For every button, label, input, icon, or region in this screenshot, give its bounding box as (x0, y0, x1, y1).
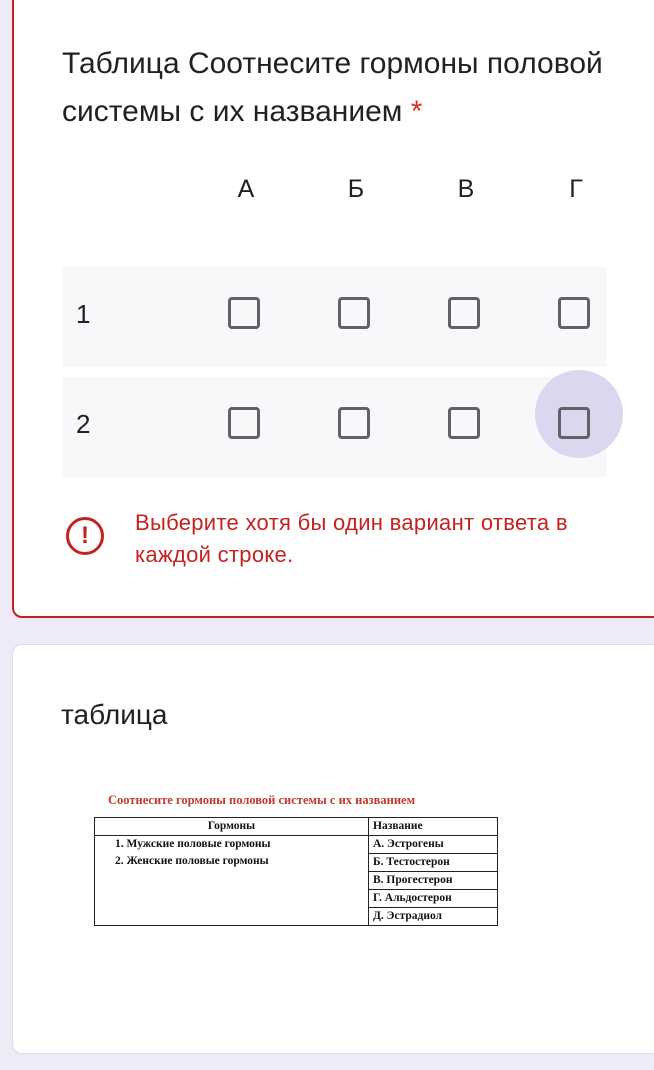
doc-left-cell (95, 836, 369, 926)
checkbox-row1-v[interactable] (448, 297, 480, 329)
doc-left-item: 2. Женские половые гормоны (115, 855, 269, 867)
grid-row-1 (62, 267, 607, 367)
question-title (62, 40, 622, 136)
doc-col-name: Название (369, 818, 498, 836)
row-label-1: 1 (76, 299, 91, 329)
doc-right-item: В. Прогестерон (369, 872, 498, 890)
doc-right-item: Б. Тестостерон (369, 854, 498, 872)
column-header-g: Г (569, 175, 583, 203)
checkbox-row2-v[interactable] (448, 407, 480, 439)
doc-right-item: Г. Альдостерон (369, 890, 498, 908)
doc-table (94, 817, 498, 926)
grid-row-2 (62, 377, 607, 477)
question-title-text: Таблица Соотнесите гормоны половой системы с их названием (62, 47, 603, 128)
doc-col-hormones: Гормоны (95, 818, 369, 836)
checkbox-row1-g[interactable] (558, 297, 590, 329)
doc-right-item: Д. Эстрадиол (369, 908, 498, 926)
image-card (12, 644, 654, 1054)
checkbox-row1-b[interactable] (338, 297, 370, 329)
required-asterisk: * (410, 95, 423, 128)
checkbox-row1-a[interactable] (228, 297, 260, 329)
question-card (12, 0, 654, 618)
checkbox-row2-b[interactable] (338, 407, 370, 439)
doc-heading: Соотнесите гормоны половой системы с их названием (108, 793, 416, 807)
column-header-a: А (237, 175, 255, 203)
doc-right-item: А. Эстрогены (369, 836, 498, 854)
doc-left-item: 1. Мужские половые гормоны (115, 838, 271, 850)
column-header-b: Б (347, 175, 365, 203)
error-icon: ! (66, 517, 104, 555)
checkbox-row2-g[interactable] (558, 407, 590, 439)
checkbox-row2-a[interactable] (228, 407, 260, 439)
image-title: таблица (61, 699, 168, 730)
error-message: Выберите хотя бы один вариант ответа в каждой строке. (135, 510, 568, 567)
row-label-2: 2 (76, 409, 91, 439)
column-header-v: В (457, 175, 475, 203)
